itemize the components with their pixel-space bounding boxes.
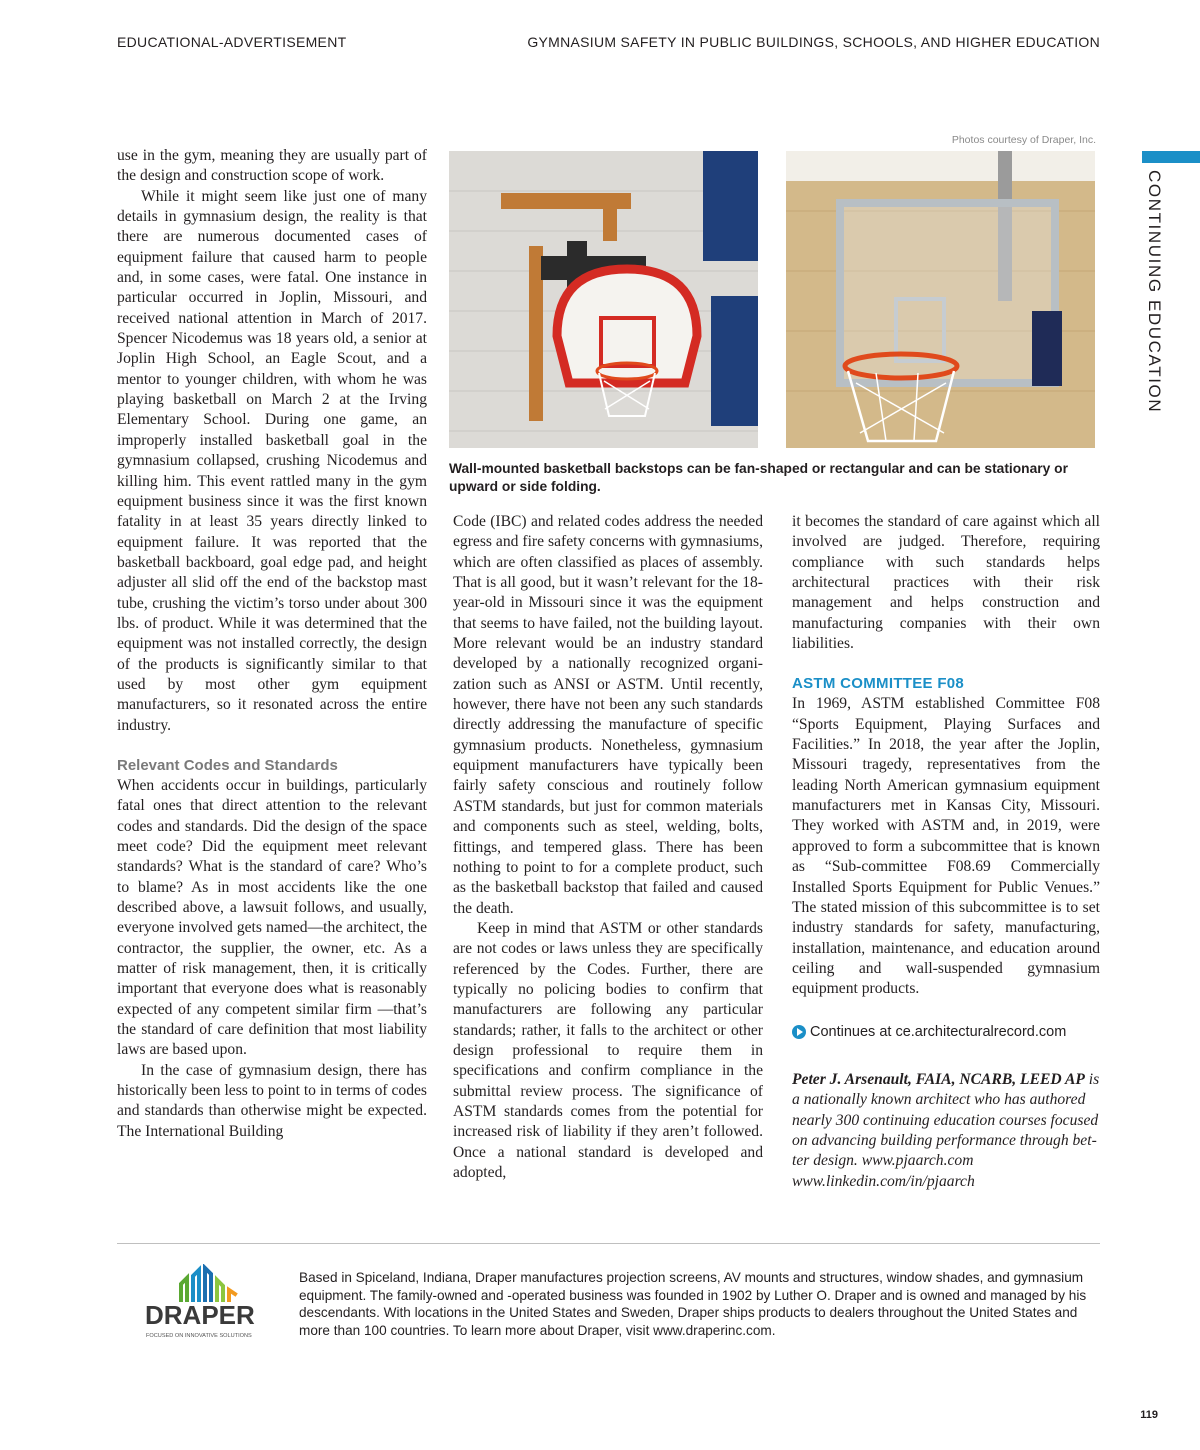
section-tab-label: CONTINUING EDUCATION: [1145, 170, 1164, 414]
logo-tagline: FOCUSED ON INNOVATIVE SOLUTIONS: [146, 1333, 252, 1339]
article-column-1: [117, 146, 427, 1142]
logo-wordmark: DRAPER: [145, 1300, 255, 1330]
running-header-left: EDUCATIONAL-ADVERTISEMENT: [117, 34, 347, 50]
paragraph: In the case of gymnasium design, there has historically been less to point to in terms of codes and standards than otherwise might be expected. The International Building: [117, 1061, 427, 1140]
author-name: Peter J. Arsenault, FAIA, NCARB, LEED AP: [792, 1070, 1085, 1088]
paragraph: In 1969, ASTM established Committee F08 “Sports Equipment, Playing Surfaces and Facilities.” In 2018, the year after the Joplin, Missouri tragedy, representatives from the leading North American gymnasium equipment manufacturers met in Kansas City, Missouri. They worked with ASTM and, in 2019, were approved to form a subcommittee that is known as “Sub-committee F08.69 Commercially Installed Sports Equipment for Public Venues.” The stated mission of this subcommittee is to set industry standards for safety, manufacturing, installation, maintenance, and education around ceiling and wall-suspended gymnasium equipment products.: [792, 695, 1100, 998]
paragraph: Code (IBC) and related codes address the needed egress and fire safety concerns with gymnasiums, which are often classified as places of assembly. That is all good, but it wasn’t relevant for the 18-year-old in Missouri since it was the equipment that seems to have failed, not the building layout. More relevant would be an industry standard developed by a nationally recognized organization such as ANSI or ASTM. Until recently, however, there have not been any such standards directly addressing the manufacture of specific gymnasium products. Nonetheless, gymnasium equipment manufacturers have typically been fairly safety conscious and routinely follow ASTM standards, but just for common materials and components such as steel, welding, bolts, fittings, and tempered glass. There has been nothing to point to for a complete product, such as the basketball backstop that failed and caused the death.: [453, 513, 763, 917]
photo-fan-backstop: [449, 151, 758, 448]
running-header-right: GYMNASIUM SAFETY IN PUBLIC BUILDINGS, SCHOOLS, AND HIGHER EDUCATION: [527, 34, 1100, 50]
author-bio: [792, 1070, 1100, 1192]
sponsor-description: Based in Spiceland, Indiana, Draper manufactures projection screens, AV mounts and structures, window shades, and gymnasium equipment. The family-owned and -operated business was founded in 1902 by Luther O. Draper and is owned and managed by his descendants. With locations in the United States and Sweden, Draper ships products to dealers throughout the United States and more than 100 countries. To learn more about Draper, visit www.draperinc.com.: [299, 1270, 1087, 1338]
article-column-3: [792, 512, 1100, 1192]
section-heading: Relevant Codes and Standards: [117, 756, 338, 774]
paragraph: use in the gym, meaning they are usually part of the design and construction scope of work.: [117, 147, 427, 185]
continues-link-text[interactable]: Continues at ce.architecturalrecord.com: [810, 1023, 1067, 1040]
paragraph: it becomes the standard of care against which all involved are judged. Therefore, requiring compliance with such standards helps architectural practices with their risk management and helps construction and manufacturing companies with their own liabilities.: [792, 513, 1100, 653]
photo-caption: Wall-mounted basketball backstops can be fan-shaped or rectangular and can be stationary or upward or side folding.: [449, 461, 1068, 494]
section-heading: ASTM COMMITTEE F08: [792, 675, 965, 693]
paragraph: Keep in mind that ASTM or other standards are not codes or laws unless they are specifically referenced by the Codes. Further, there are typically no policing bodies to confirm that manufacturers are following any particular standards; rather, it falls to the architect or other design professional to require them in specifications and confirm compliance in the submittal review process. The significance of ASTM standards comes from the potential for increased risk of liability if they aren’t followed. Once a national standard is developed and adopted,: [453, 919, 763, 1181]
page-number: 119: [1140, 1409, 1158, 1421]
continues-link[interactable]: [792, 1022, 1100, 1042]
photo-credit: Photos courtesy of Draper, Inc.: [951, 134, 1096, 146]
photo-rectangular-backstop: [786, 151, 1095, 448]
paragraph: When accidents occur in buildings, particularly fatal ones that direct attention to the relevant codes and standards. Did the design of the space meet code? Did the equipment meet relevant standards? What is the standard of care? Who’s to blame? As in most accidents like the one described above, a lawsuit follows, and usually, everyone involved gets named—the architect, the contractor, the supplier, the owner, etc. As a matter of risk management, then, it is critically important that everyone does what is reasonably expected of any competent similar firm —that’s the standard of care definition that most liability laws are based upon.: [117, 776, 427, 1059]
footer-divider: [117, 1243, 1100, 1244]
paragraph: While it might seem like just one of many details in gymnasium design, the reality is that there are numerous documented cases of equipment failure that caused harm to people and, in some cases, were fatal. One instance in particular occurred in Joplin, Missouri, and received national attention in March of 2017. Spencer Nicodemus was 18 years old, a senior at Joplin High School, an Eagle Scout, and a mentor to younger children, with whom he was playing basketball on March 2 at the Irving Elementary School. During one game, an improperly installed basketball goal in the gymnasium collapsed, crushing Nicodemus and killing him. This event rattled many in the gym equipment business since it was the first known fatality in at least 35 years directly linked to equipment failure. It was reported that the basketball backboard, goal edge pad, and height adjuster all slid off the end of the backstop mast tube, crushing the victim’s torso under about 300 lbs. of product. While it was determined that the equipment was not installed correctly, the design of the products is significantly similar to that used by most other gym equipment manufacturers, so it resonated across the entire industry.: [117, 187, 427, 734]
section-tab-bar: [1142, 151, 1200, 163]
author-bio-text: is a nationally known architect who has authored nearly 300 continuing education courses focused on advancing building performance through better design. www.pjaarch.com www.linkedin.com/in/pjaarch: [792, 1070, 1100, 1190]
play-arrow-icon: [792, 1025, 806, 1039]
draper-logo: [143, 1264, 273, 1344]
article-column-2: [453, 512, 763, 1183]
